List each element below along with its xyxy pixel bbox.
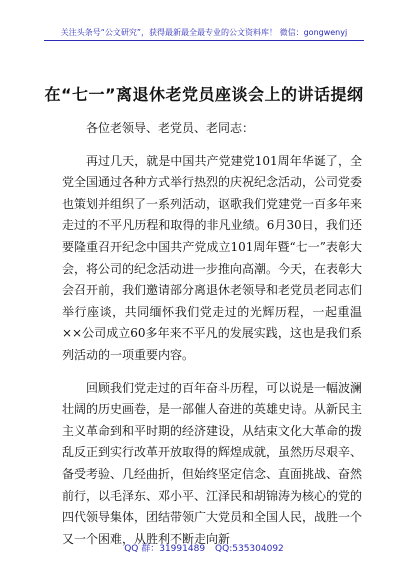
header-divider	[44, 40, 364, 41]
document-body	[62, 118, 362, 561]
footer	[0, 541, 408, 554]
paragraph: 回顾我们党走过的百年奋斗历程，可以说是一幅波澜壮阔的历史画卷，是一部催人奋进的英雄史诗。从新民主主义革命到和平时期的经济建设，从结束文化大革命的拨乱反正到实行改革开放取得的辉煌成就，虽然历尽艰辛、备受考验、几经曲折，但始终坚定信念、直面挑战、奋然前行，以毛泽东、邓小平、江泽民和胡锦涛为核心的党的四代领导集体，团结带领广大党员和全国人民，战胜一个又一个困难，从胜利不断走向新	[62, 380, 363, 546]
paragraph: 再过几天，就是中国共产党建党101周年华诞了，全党全国通过各种方式举行热烈的庆祝纪念活动，公司党委也策划并组织了一系列活动，讴歌我们党建党一百多年来走过的不平凡历程和取得的非凡业绩。6月30日，我们还要隆重召开纪念中国共产党成立101周年暨“七一”表彰大会，将公司的纪念活动进一步推向高潮。今天，在表彰大会召开前，我们邀请部分离退休老领导和老党员老同志们举行座谈，共同缅怀我们党走过的光辉历程，一起重温××公司成立60多年来不平凡的发展实践，这也是我们系列活动的一项重要内容。	[62, 153, 363, 362]
footer-qq: QQ:535304092	[215, 544, 284, 554]
footer-qq-group: QQ 群：31991489	[124, 544, 206, 554]
salutation: 各位老领导、老党员、老同志：	[86, 121, 255, 135]
document-title: 在“七一”离退休老党员座谈会上的讲话提纲	[44, 85, 364, 104]
header-note: 关注头条号“公文研究”，获得最新最全最专业的公文资料库！ 微信：gongwenyj	[60, 28, 348, 37]
